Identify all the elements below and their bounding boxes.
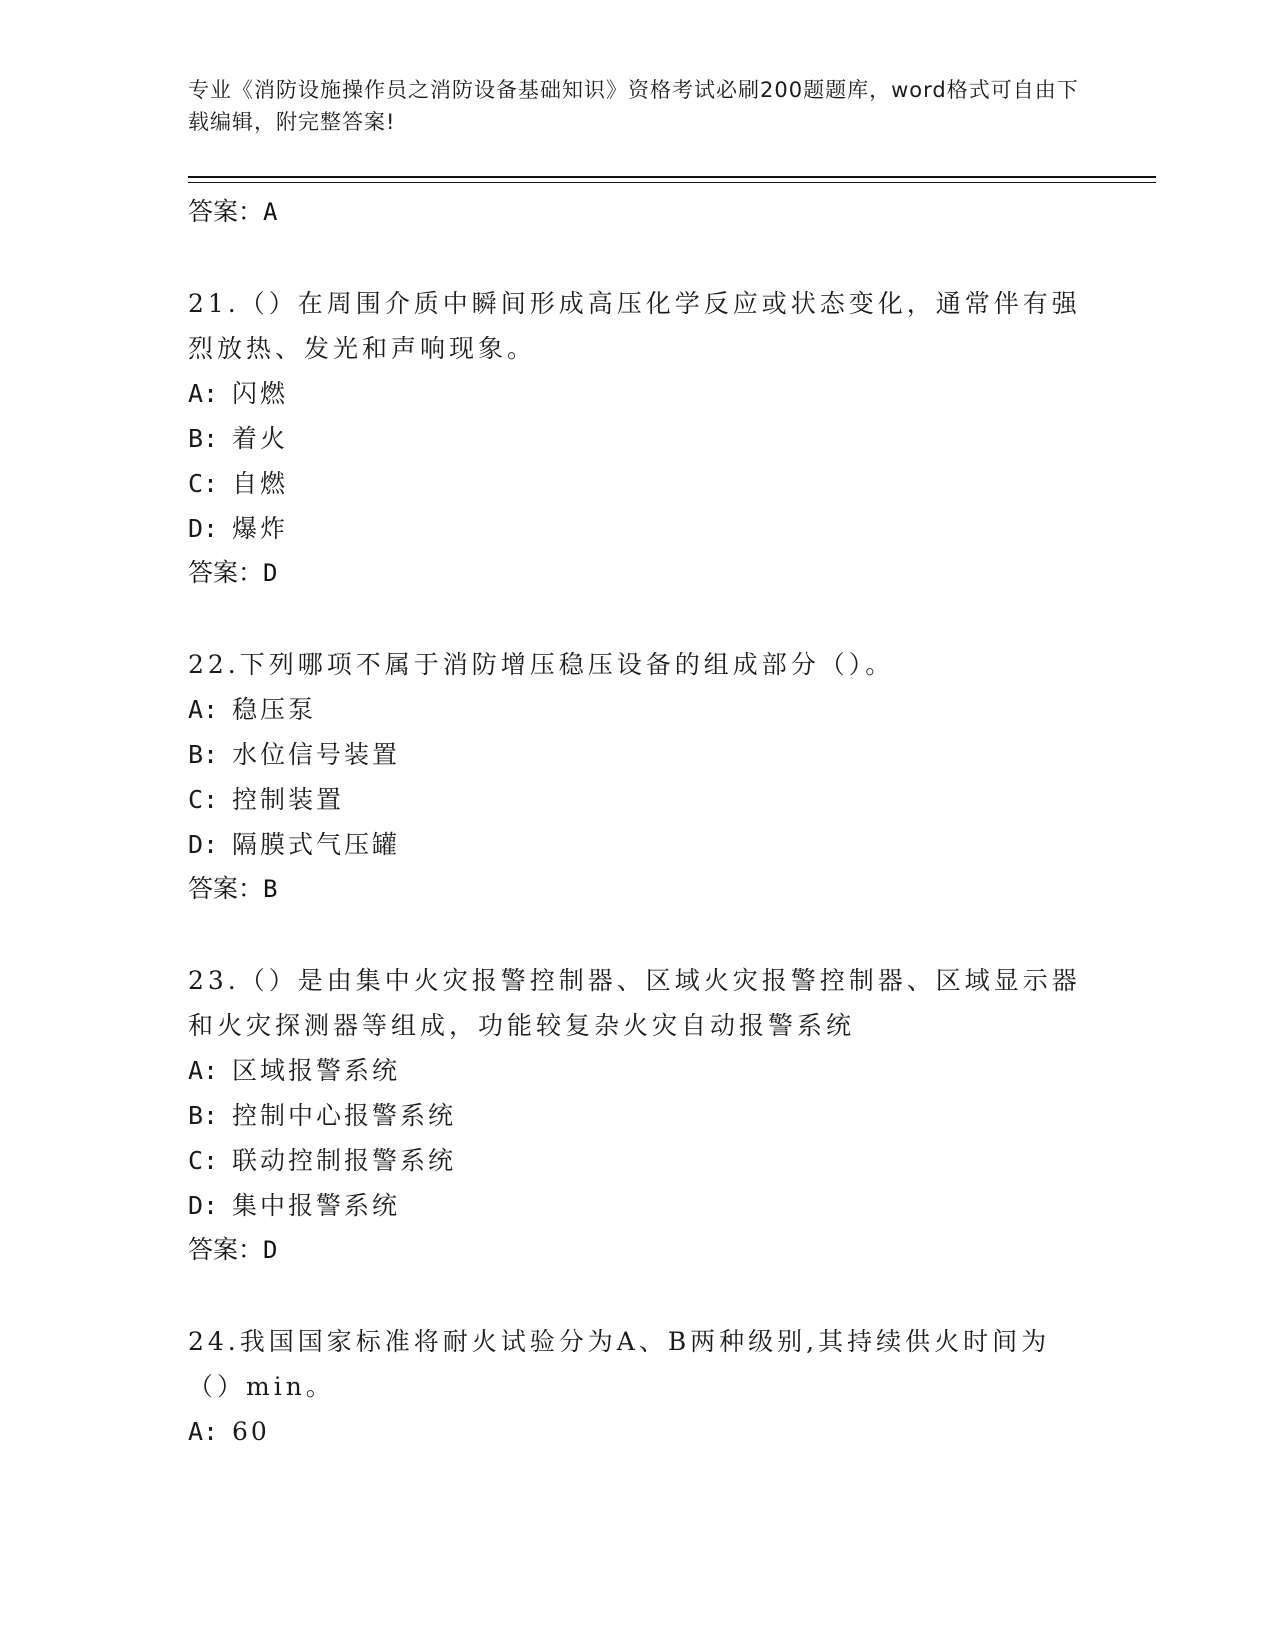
option-letter: A: xyxy=(188,379,219,408)
option-a xyxy=(188,1409,1088,1454)
option-text: 联动控制报警系统 xyxy=(232,1146,457,1175)
answer-line xyxy=(188,551,1088,595)
option-b xyxy=(188,732,1088,777)
option-d xyxy=(188,822,1088,867)
option-letter: A: xyxy=(188,695,219,724)
option-c xyxy=(188,1138,1088,1183)
option-letter: C: xyxy=(188,785,219,814)
option-text: 闪燃 xyxy=(232,379,289,408)
option-d xyxy=(188,1183,1088,1228)
option-d xyxy=(188,506,1088,551)
document-header: 专业《消防设施操作员之消防设备基础知识》资格考试必刷200题题库，word格式可自由下载编辑，附完整答案! xyxy=(188,78,1079,134)
option-text: 爆炸 xyxy=(232,514,289,543)
option-letter: B: xyxy=(188,740,219,769)
option-b xyxy=(188,416,1088,461)
option-text: 控制装置 xyxy=(232,785,345,814)
question-block xyxy=(188,642,1088,911)
option-letter: D: xyxy=(188,514,219,543)
answer-value: B xyxy=(263,875,278,903)
answer-value: D xyxy=(263,559,278,587)
option-a xyxy=(188,371,1088,416)
option-text: 稳压泵 xyxy=(232,695,317,724)
question-block xyxy=(188,958,1088,1272)
question-block xyxy=(188,1319,1088,1454)
answer-line xyxy=(188,867,1088,911)
header-divider-thick xyxy=(188,176,1156,178)
option-text: 区域报警系统 xyxy=(232,1056,401,1085)
option-a xyxy=(188,1048,1088,1093)
option-a xyxy=(188,687,1088,732)
option-text: 着火 xyxy=(232,424,289,453)
answer-label: 答案： xyxy=(188,874,264,903)
option-letter: B: xyxy=(188,424,219,453)
option-letter: A: xyxy=(188,1417,219,1446)
option-letter: C: xyxy=(188,469,219,498)
option-c xyxy=(188,777,1088,822)
answer-label: 答案： xyxy=(188,558,264,587)
option-letter: C: xyxy=(188,1146,219,1175)
option-text: 隔膜式气压罐 xyxy=(232,830,401,859)
option-text: 60 xyxy=(232,1417,270,1446)
answer-line xyxy=(188,1228,1088,1272)
option-c xyxy=(188,461,1088,506)
question-block xyxy=(188,281,1088,595)
option-b xyxy=(188,1093,1088,1138)
question-text: 21.（）在周围介质中瞬间形成高压化学反应或状态变化，通常伴有强烈放热、发光和声响现象。 xyxy=(188,289,1081,363)
option-letter: A: xyxy=(188,1056,219,1085)
answer-line xyxy=(188,190,1088,234)
document-body xyxy=(188,190,1088,1454)
answer-value: D xyxy=(263,1236,278,1264)
question-text: 23.（）是由集中火灾报警控制器、区域火灾报警控制器、区域显示器和火灾探测器等组成，功能较复杂火灾自动报警系统 xyxy=(188,966,1081,1040)
question-text: 22.下列哪项不属于消防增压稳压设备的组成部分（）。 xyxy=(188,650,895,679)
answer-label: 答案： xyxy=(188,1235,264,1264)
option-text: 集中报警系统 xyxy=(232,1191,401,1220)
answer-value: A xyxy=(263,198,278,226)
option-letter: B: xyxy=(188,1101,219,1130)
option-text: 自燃 xyxy=(232,469,289,498)
option-letter: D: xyxy=(188,830,219,859)
header-divider-thin xyxy=(188,182,1156,183)
option-letter: D: xyxy=(188,1191,219,1220)
answer-label: 答案： xyxy=(188,197,264,226)
question-text: 24.我国国家标准将耐火试验分为A、B两种级别,其持续供火时间为（）min。 xyxy=(188,1327,1051,1401)
option-text: 控制中心报警系统 xyxy=(232,1101,457,1130)
option-text: 水位信号装置 xyxy=(232,740,401,769)
